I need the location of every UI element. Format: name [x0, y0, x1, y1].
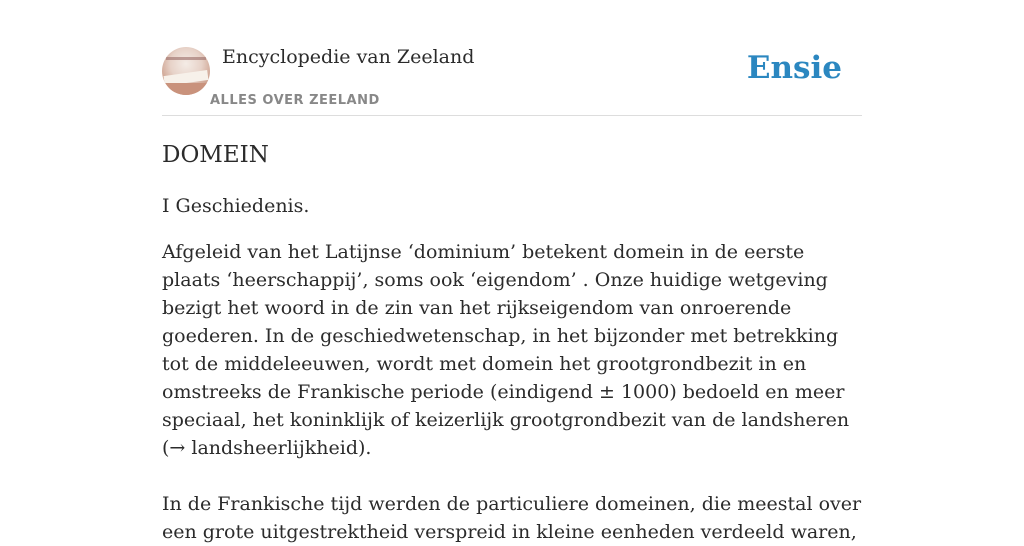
site-tagline: ALLES OVER ZEELAND [210, 93, 380, 108]
brand-logo[interactable]: Ensie [746, 50, 842, 86]
article-title: DOMEIN [162, 142, 269, 168]
section-heading: I Geschiedenis. [162, 195, 310, 217]
article-paragraph: Afgeleid van het Latijnse ‘dominium’ betekent domein in de eerste plaats ‘heerschappij’, soms ook ‘eigendom’ . Onze huidige wetgeving bezigt het woord in de zin van het rijkseigendom van onroerende goederen. In de geschiedwetenschap, in het bijzonder met betrekking tot de middeleeuwen, wordt met domein het grootgrondbezit in en omstreeks de Frankische periode (eindigend ± 1000) bedoeld en meer speciaal, het koninklijk of keizerlijk grootgrondbezit van de landsheren (→ landsheerlijkheid). [162, 241, 850, 459]
site-header [162, 0, 862, 116]
site-title[interactable]: Encyclopedie van Zeeland [222, 46, 475, 68]
article-paragraph: In de Frankische tijd werden de particuliere domeinen, die meestal over een grote uitgestrektheid verspreid in kleine eenheden verdeeld waren, [162, 493, 862, 543]
site-logo[interactable] [162, 47, 210, 95]
page [162, 0, 862, 546]
